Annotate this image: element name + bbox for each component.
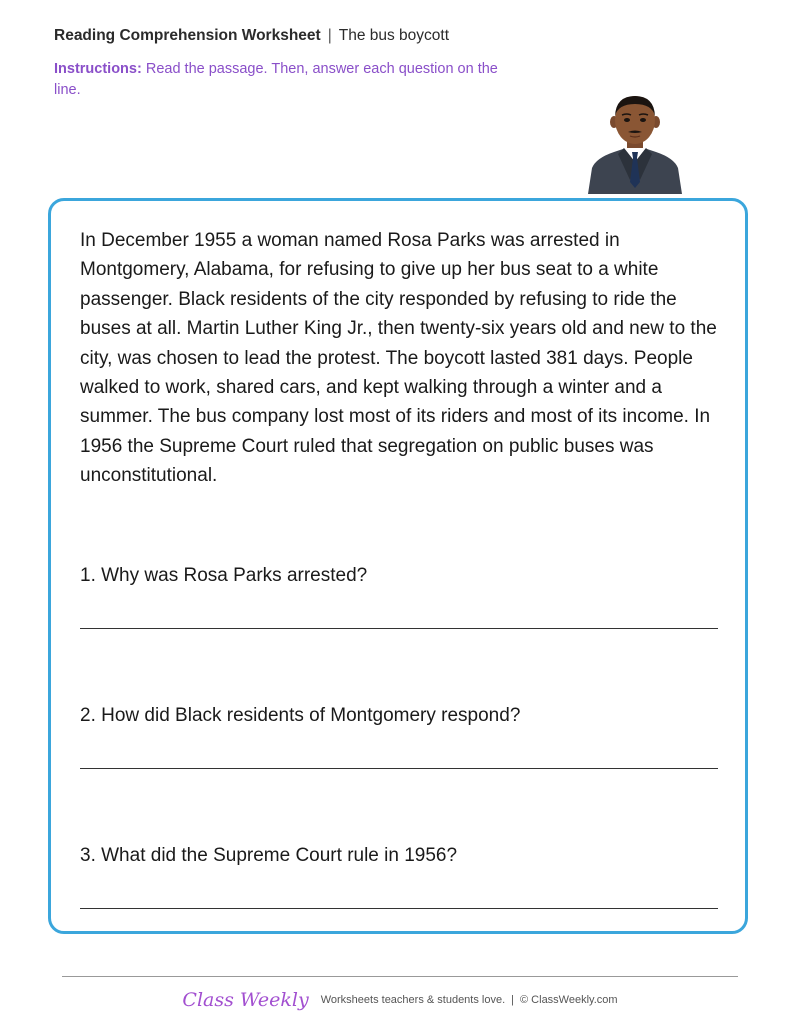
question-2: 2. How did Black residents of Montgomery respond? bbox=[80, 705, 521, 726]
instructions-text: Read the passage. Then, answer each question on the line. bbox=[54, 61, 498, 98]
brand-logo: Class Weekly bbox=[182, 989, 309, 1011]
footer-pipe: | bbox=[511, 994, 515, 1006]
instructions bbox=[54, 59, 514, 101]
footer-tagline bbox=[321, 994, 618, 1006]
footer-divider bbox=[62, 976, 738, 977]
question-3: 3. What did the Supreme Court rule in 1956? bbox=[80, 845, 458, 866]
copyright-text: © ClassWeekly.com bbox=[520, 994, 618, 1006]
question-1: 1. Why was Rosa Parks arrested? bbox=[80, 565, 368, 586]
worksheet-subtitle: The bus boycott bbox=[338, 27, 450, 44]
header-separator: | bbox=[327, 27, 332, 44]
answer-line-2[interactable] bbox=[80, 768, 718, 769]
answer-line-1[interactable] bbox=[80, 628, 718, 629]
man-in-suit-portrait-icon bbox=[582, 92, 688, 194]
worksheet-title: Reading Comprehension Worksheet bbox=[54, 27, 321, 44]
footer bbox=[0, 986, 800, 1014]
instructions-lead: Instructions: bbox=[54, 61, 142, 77]
worksheet-header bbox=[54, 27, 449, 45]
reading-passage: In December 1955 a woman named Rosa Parks was arrested in Montgomery, Alabama, for refusing to give up her bus seat to a white passenger. Black residents of the city responded by refusing to ride the buses at all. Martin Luther King Jr., then twenty-six years old and new to the city, was chosen to lead the protest. The boycott lasted 381 days. People walked to work, shared cars, and kept walking through a winter and a summer. The bus company lost most of its riders and most of its income. In 1956 the Supreme Court ruled that segregation on public buses was unconstitutional. bbox=[80, 230, 717, 487]
answer-line-3[interactable] bbox=[80, 908, 718, 909]
tagline-text: Worksheets teachers & students love. bbox=[320, 994, 506, 1006]
